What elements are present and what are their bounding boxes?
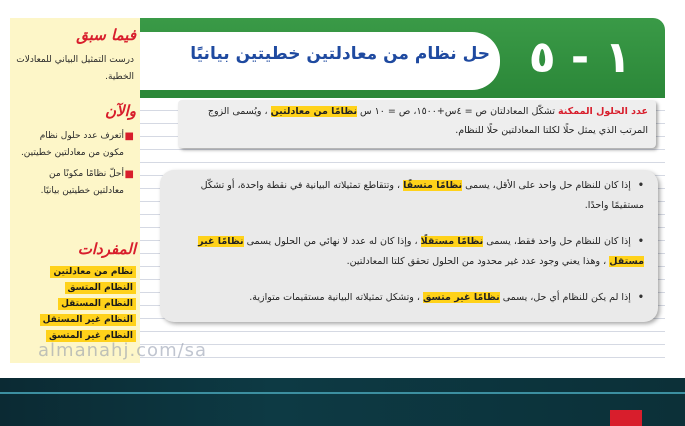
highlight-term: نظامًا غير متسق <box>422 292 500 303</box>
vocab-title: المفردات <box>77 240 136 258</box>
now-title: والآن <box>105 102 136 120</box>
paragraph-inconsistent: • إذا لم يكن للنظام أي حل، يسمى نظامًا غير متسق ، وتشكل تمثيلاته البيانية مستقيمات متوازية. <box>249 292 644 303</box>
highlight-term: نظامًا من معادلتين <box>270 106 358 117</box>
watermark: almanahj.com/sa <box>38 340 208 361</box>
now-item: ■ أحلّ نظامًا مكونًا من معادلتين خطيتين بيانيًا. <box>16 166 134 200</box>
bullet-icon: ■ <box>124 169 134 180</box>
highlight-term: نظامًا مستقلًا <box>420 236 484 247</box>
previous-title: فيما سبق <box>76 26 136 44</box>
vocab-item: نظام من معادلتين <box>50 266 136 278</box>
previous-text: درست التمثيل البياني للمعادلات الخطية. <box>16 55 134 82</box>
lesson-number: ١ - ٥ <box>528 32 632 83</box>
bullet-icon: ■ <box>124 131 134 142</box>
definition-box <box>178 100 656 148</box>
now-item: ■ أتعرف عدد حلول نظام مكون من معادلتين خطيتين. <box>16 128 134 162</box>
bullet-icon: • <box>637 180 644 191</box>
definition-term: عدد الحلول الممكنة <box>558 106 648 117</box>
highlight-term: نظامًا غير مستقل <box>198 236 644 267</box>
paragraph-independent: • إذا كان للنظام حل واحد فقط، يسمى نظامًا مستقلًا ، وإذا كان له عدد لا نهائي من الحلول يسمى نظامًا غير مستقل ، وهذا يعني وجود عدد غير محدود من الحلول تحقق كلتا المعادلتين. <box>198 236 644 267</box>
bottom-strip <box>0 392 685 394</box>
paragraph-consistent: • إذا كان للنظام حل واحد على الأقل، يسمى نظامًا متسقًا ، وتتقاطع تمثيلاته البيانية في نقطة واحدة، أو تشكّل مستقيمًا واحدًا. <box>200 180 644 211</box>
bottom-bar <box>0 378 685 426</box>
vocab-item: النظام المستقل <box>58 298 136 310</box>
bullet-icon: • <box>637 236 644 247</box>
vocab-item: النظام المتسق <box>65 282 136 294</box>
vocab-list <box>16 266 136 346</box>
lesson-title: حل نظام من معادلتين خطيتين بيانيًا <box>190 44 490 64</box>
vocab-item: النظام غير المتسق <box>46 330 136 342</box>
definition-text: تشكّل المعادلتان ص = ٤س+١٥٠٠، ص = ١٠ س <box>357 106 556 117</box>
definition-text: ، ويُسمى الزوج المرتب الذي يمثل حلًا لكلتا المعادلتين حلًا للنظام. <box>207 106 648 136</box>
highlight-term: نظامًا متسقًا <box>403 180 463 191</box>
now-list <box>16 128 134 200</box>
left-sidebar <box>10 18 142 363</box>
content-box <box>160 170 658 322</box>
bullet-icon: • <box>637 292 644 303</box>
bottom-red-block <box>610 410 642 426</box>
vocab-item: النظام غير المستقل <box>40 314 136 326</box>
